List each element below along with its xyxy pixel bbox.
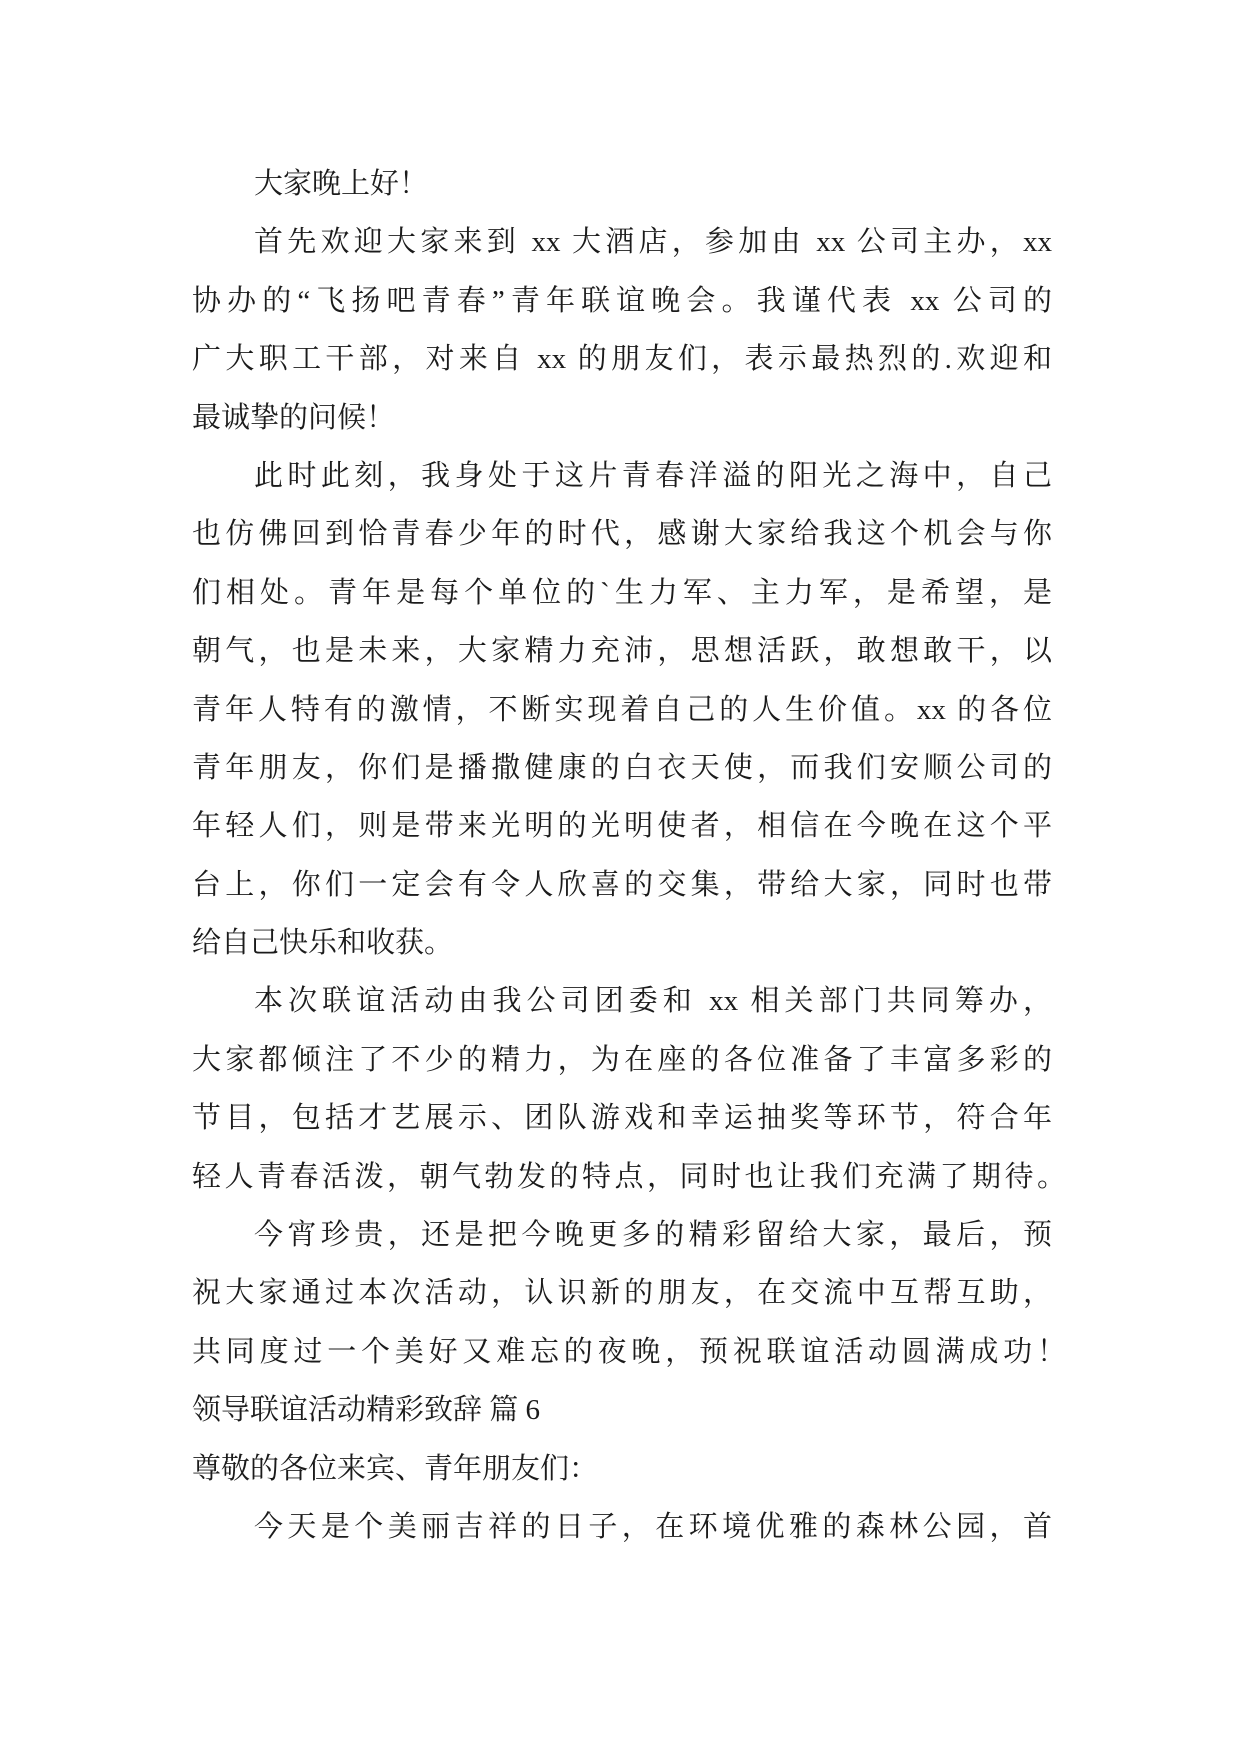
text-line: 本次联谊活动由我公司团委和 xx 相关部门共同筹办， [254,985,1052,1018]
salutation: 尊敬的各位来宾、青年朋友们： [192,1452,599,1485]
paragraph-closing [192,1206,1241,1381]
paragraph-welcome [192,213,1241,447]
text-line: 今天是个美丽吉祥的日子，在环境优雅的森林公园，首 [254,1510,1052,1543]
text-line: 青年人特有的激情，不断实现着自己的人生价值。xx 的各位 [192,693,1052,726]
text-line: 大家都倾注了不少的精力，为在座的各位准备了丰富多彩的 [192,1043,1052,1076]
text-line: 青年朋友，你们是播撒健康的白衣天使，而我们安顺公司的 [192,751,1052,784]
paragraph-opening [192,1498,1241,1556]
text-line: 朝气，也是未来，大家精力充沛，思想活跃，敢想敢干，以 [192,635,1052,668]
text-line: 此时此刻，我身处于这片青春洋溢的阳光之海中，自己 [254,459,1052,492]
text-line: 祝大家通过本次活动，认识新的朋友，在交流中互帮互助， [192,1277,1052,1310]
paragraph-youth [192,447,1241,973]
text-line: 广大职工干部，对来自 xx 的朋友们，表示最热烈的.欢迎和 [192,343,1052,376]
paragraph-greeting [192,155,1241,213]
text-line: 年轻人们，则是带来光明的光明使者，相信在今晚在这个平 [192,810,1052,843]
text-line: 台上，你们一定会有令人欣喜的交集，带给大家，同时也带 [192,868,1052,901]
text-line: 们相处。青年是每个单位的`生力军、主力军，是希望，是 [192,576,1052,609]
text-line: 也仿佛回到恰青春少年的时代，感谢大家给我这个机会与你 [192,518,1052,551]
text-line: 轻人青春活泼，朝气勃发的特点，同时也让我们充满了期待。 [192,1160,1066,1193]
paragraph-activity [192,972,1241,1206]
text-line: 首先欢迎大家来到 xx 大酒店，参加由 xx 公司主办，xx [254,226,1052,259]
text-line: 今宵珍贵，还是把今晚更多的精彩留给大家，最后，预 [254,1219,1052,1252]
text-line: 协办的“飞扬吧青春”青年联谊晚会。我谨代表 xx 公司的 [192,284,1052,317]
text-line: 给自己快乐和收获。 [192,927,454,960]
text-line: 最诚挚的问候！ [192,401,396,434]
text-line: 大家晚上好！ [254,168,429,200]
text-line: 节目，包括才艺展示、团队游戏和幸运抽奖等环节，符合年 [192,1102,1052,1135]
text-line: 共同度过一个美好又难忘的夜晚，预祝联谊活动圆满成功！ [192,1335,1066,1368]
section-heading: 领导联谊活动精彩致辞 篇 6 [192,1394,541,1427]
